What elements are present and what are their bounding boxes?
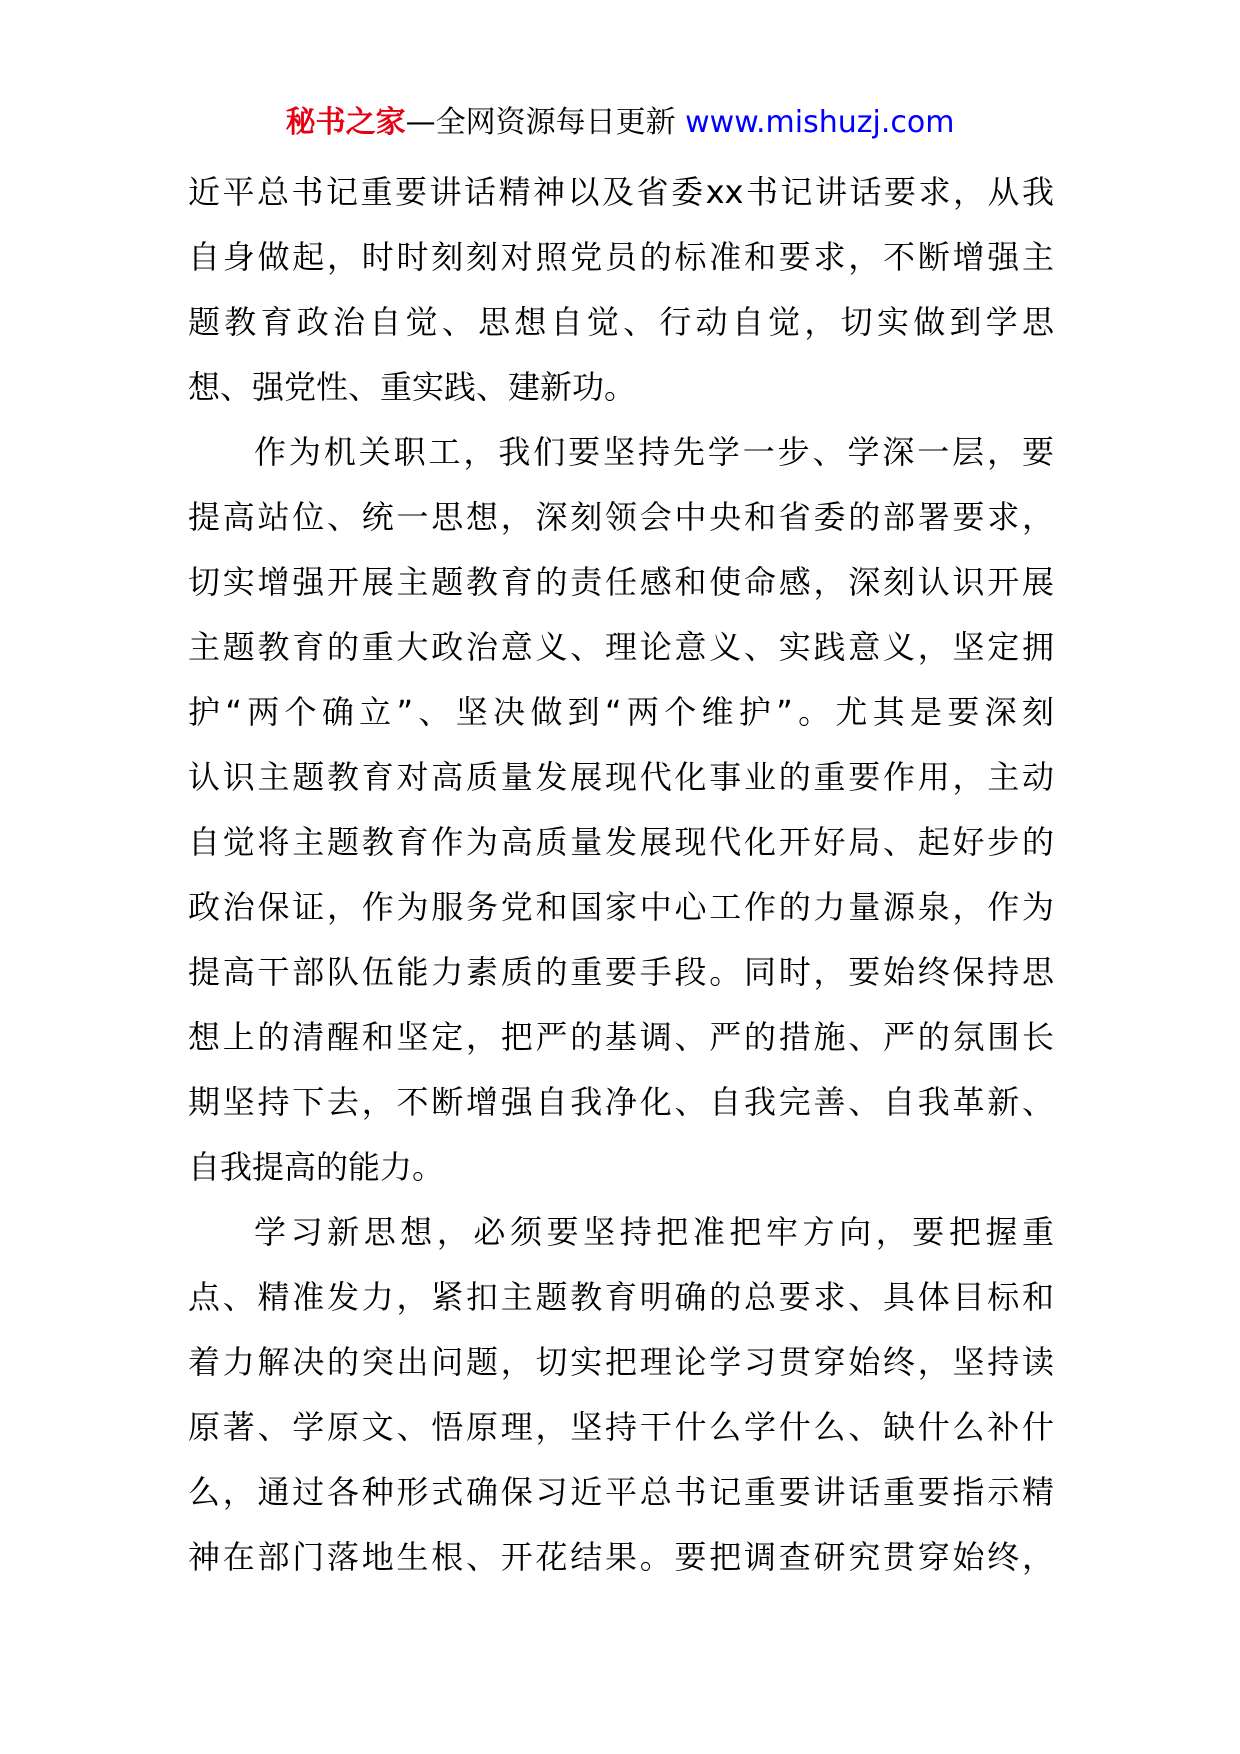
brand-name: 秘书之家 <box>285 105 406 140</box>
text-line: 切实增强开展主题教育的责任感和使命感，深刻认识开展 <box>188 563 1054 601</box>
text-line: 认识主题教育对高质量发展现代化事业的重要作用，主动 <box>188 758 1054 796</box>
text-line: 自身做起，时时刻刻对照党员的标准和要求，不断增强主 <box>188 238 1054 276</box>
text-line: 想上的清醒和坚定，把严的基调、严的措施、严的氛围长 <box>188 1018 1054 1056</box>
text-line: 神在部门落地生根、开花结果。要把调查研究贯穿始终， <box>188 1538 1054 1576</box>
text-line: 自觉将主题教育作为高质量发展现代化开好局、起好步的 <box>188 823 1054 861</box>
text-line: 题教育政治自觉、思想自觉、行动自觉，切实做到学思 <box>188 303 1054 341</box>
text-line: 护“两个确立”、坚决做到“两个维护”。尤其是要深刻 <box>188 693 1054 731</box>
website-link[interactable]: www.mishuzj.com <box>685 105 955 140</box>
text-line: 么，通过各种形式确保习近平总书记重要讲话重要指示精 <box>188 1473 1054 1511</box>
page-header <box>0 100 1240 146</box>
text-line: 期坚持下去，不断增强自我净化、自我完善、自我革新、 <box>188 1083 1054 1121</box>
text-line: 提高干部队伍能力素质的重要手段。同时，要始终保持思 <box>188 953 1054 991</box>
text-line: 想、强党性、重实践、建新功。 <box>188 368 637 406</box>
text-line: 主题教育的重大政治意义、理论意义、实践意义，坚定拥 <box>188 628 1054 666</box>
text-line: 着力解决的突出问题，切实把理论学习贯穿始终，坚持读 <box>188 1343 1054 1381</box>
text-line: 提高站位、统一思想，深刻领会中央和省委的部署要求， <box>188 498 1054 536</box>
text-line: 作为机关职工，我们要坚持先学一步、学深一层，要 <box>254 433 1054 471</box>
text-line: 学习新思想，必须要坚持把准把牢方向，要把握重 <box>254 1213 1054 1251</box>
text-line: 政治保证，作为服务党和国家中心工作的力量源泉，作为 <box>188 888 1054 926</box>
text-line: 点、精准发力，紧扣主题教育明确的总要求、具体目标和 <box>188 1278 1054 1316</box>
header-tagline: —全网资源每日更新 <box>405 105 676 140</box>
text-line: 近平总书记重要讲话精神以及省委xx书记讲话要求，从我 <box>188 173 1054 211</box>
document-body <box>188 160 1054 1590</box>
text-line: 原著、学原文、悟原理，坚持干什么学什么、缺什么补什 <box>188 1408 1054 1446</box>
text-line: 自我提高的能力。 <box>188 1148 445 1186</box>
